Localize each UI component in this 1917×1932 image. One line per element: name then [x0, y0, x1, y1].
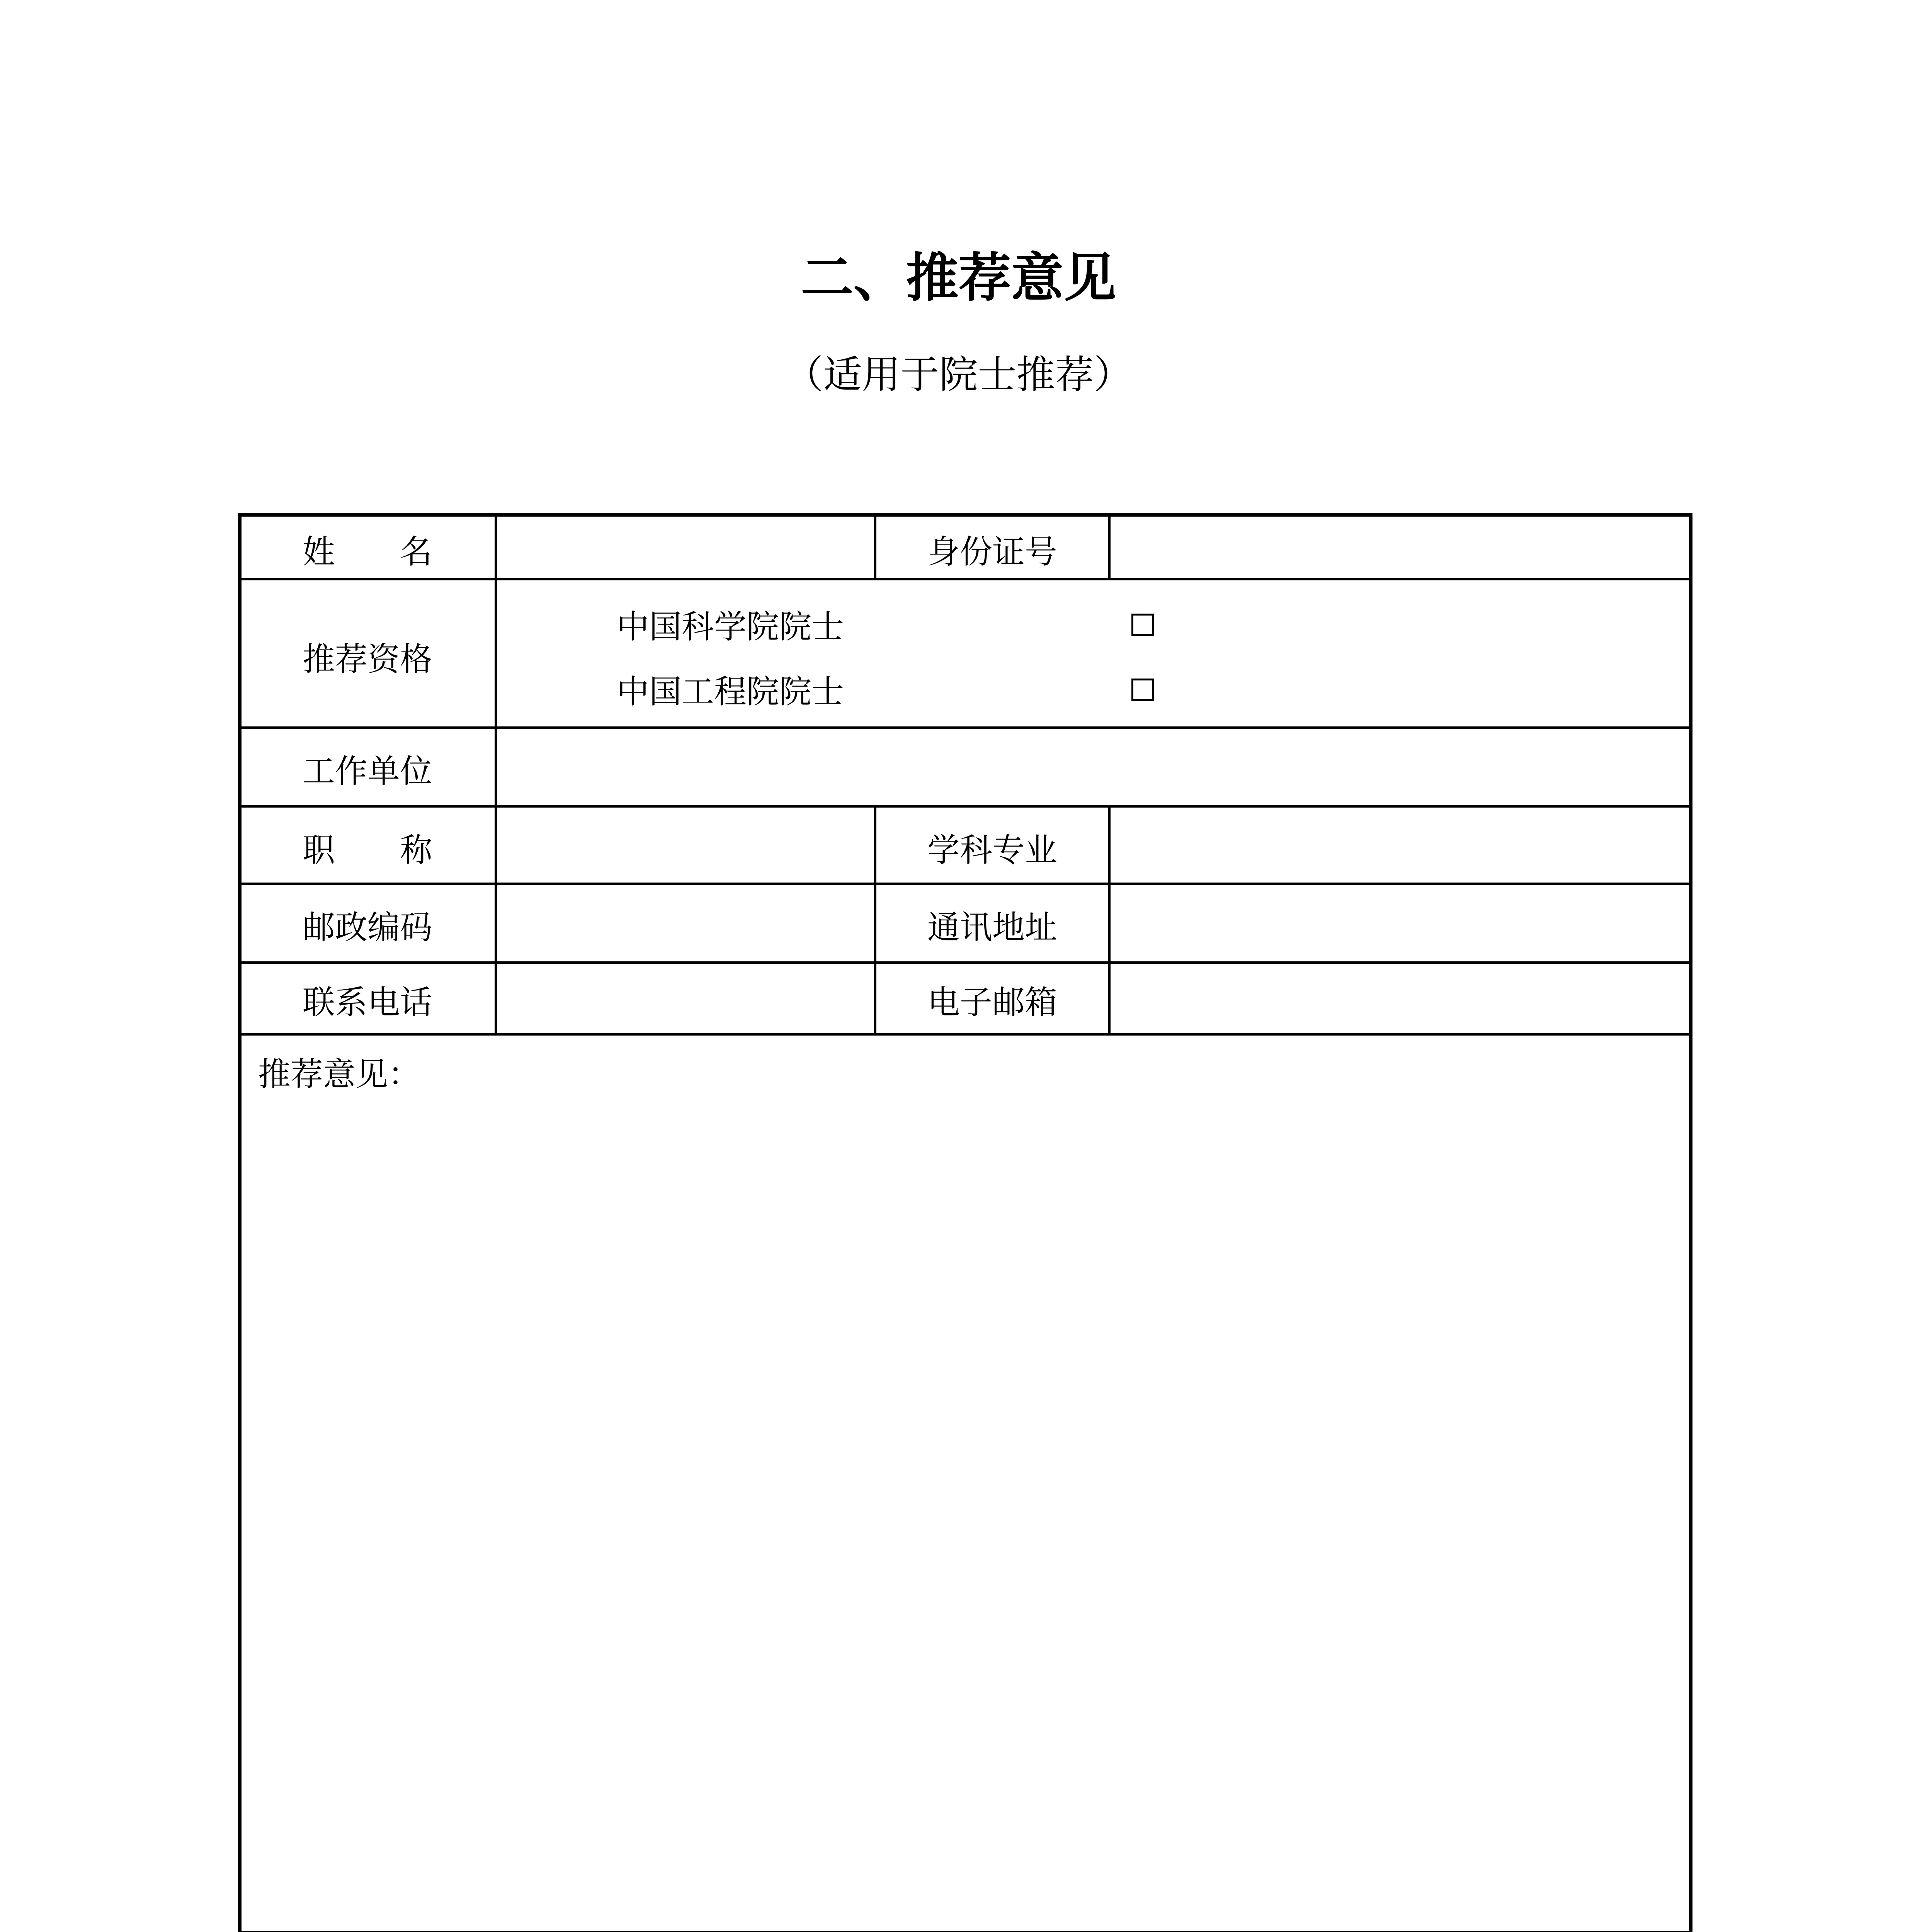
page-subtitle: （适用于院士推荐） — [784, 352, 1133, 397]
page-title: 二、推荐意见 — [801, 248, 1116, 309]
discipline-field[interactable] — [1111, 808, 1689, 883]
table-border-right — [1689, 513, 1692, 1932]
id-number-label: 身份证号 — [927, 533, 1057, 571]
name-field[interactable] — [497, 515, 874, 578]
postcode-label: 邮政编码 — [302, 908, 432, 946]
option-cas-checkbox[interactable] — [1131, 614, 1154, 636]
row-divider — [238, 578, 1692, 580]
name-label: 姓 名 — [302, 533, 432, 571]
work-unit-field[interactable] — [497, 729, 1689, 805]
qualification-label: 推荐资格 — [302, 640, 432, 678]
phone-field[interactable] — [497, 964, 874, 1033]
email-field[interactable] — [1111, 964, 1689, 1033]
option-cae-label: 中国工程院院士 — [617, 673, 844, 711]
option-cae-checkbox[interactable] — [1131, 679, 1154, 701]
address-label: 通讯地址 — [927, 908, 1057, 946]
opinion-textarea[interactable] — [240, 1105, 1689, 1931]
address-field[interactable] — [1111, 885, 1689, 961]
opinion-label: 推荐意见： — [258, 1055, 421, 1093]
job-title-field[interactable] — [497, 808, 874, 883]
option-cas-label: 中国科学院院士 — [617, 608, 844, 646]
id-number-field[interactable] — [1111, 515, 1689, 578]
work-unit-label: 工作单位 — [302, 752, 432, 790]
row-divider — [238, 1033, 1692, 1036]
phone-label: 联系电话 — [302, 983, 432, 1021]
email-label: 电子邮箱 — [927, 983, 1057, 1021]
postcode-field[interactable] — [497, 885, 874, 961]
discipline-label: 学科专业 — [927, 831, 1057, 869]
job-title-label: 职 称 — [302, 831, 432, 869]
